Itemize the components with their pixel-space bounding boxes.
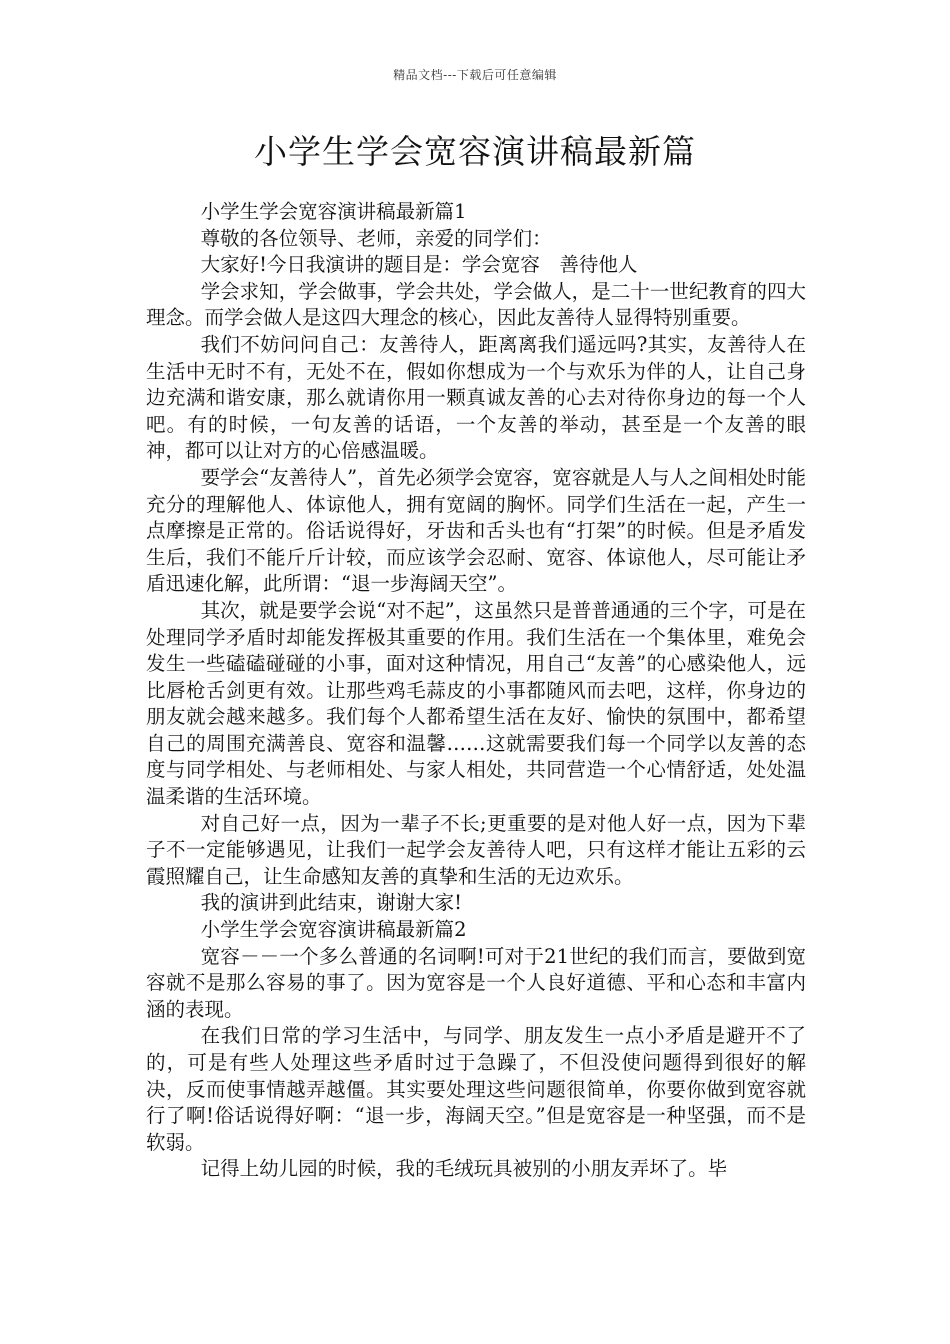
paragraph-body: 宽容－－一个多么普通的名词啊!可对于21世纪的我们而言，要做到宽容就不是那么容易的事了。因为宽容是一个人良好道德、平和心态和丰富内涵的表现。 <box>146 944 806 1021</box>
paragraph-body: 在我们日常的学习生活中，与同学、朋友发生一点小矛盾是避开不了的，可是有些人处理这些矛盾时过于急躁了，不但没使问题得到很好的解决，反而使事情越弄越僵。其实要处理这些问题很简单，你要你做到宽容就行了啊!俗话说得好啊：“退一步，海阔天空。”但是宽容是一种坚强，而不是软弱。 <box>146 1024 806 1154</box>
paragraph-body: 记得上幼儿园的时候，我的毛绒玩具被别的小朋友弄坏了。毕 <box>200 1157 728 1181</box>
paragraph-body: 要学会“友善待人”，首先必须学会宽容，宽容就是人与人之间相处时能充分的理解他人、体谅他人，拥有宽阔的胸怀。同学们生活在一起，产生一点摩擦是正常的。俗话说得好，牙齿和舌头也有“打架”的时候。但是矛盾发生后，我们不能斤斤计较，而应该学会忍耐、宽容、体谅他人，尽可能让矛盾迅速化解，此所谓：“退一步海阔天空”。 <box>146 465 806 596</box>
paragraph-salutation: 尊敬的各位领导、老师，亲爱的同学们： <box>200 226 552 250</box>
paragraph-body: 我们不妨问问自己：友善待人，距离离我们遥远吗?其实，友善待人在生活中无时不有，无处不在，假如你想成为一个与欢乐为伴的人，让自己身边充满和谐安康，那么就请你用一颗真诚友善的心去对待你身边的每一个人吧。有的时候，一句友善的话语，一个友善的举动，甚至是一个友善的眼神，都可以让对方的心倍感温暖。 <box>146 332 806 463</box>
paragraph-section-heading-2: 小学生学会宽容演讲稿最新篇2 <box>200 918 467 942</box>
document-body <box>146 199 806 1183</box>
paragraph-section-heading-1: 小学生学会宽容演讲稿最新篇1 <box>200 200 467 223</box>
paragraph-body: 学会求知，学会做事，学会共处，学会做人，是二十一世纪教育的四大理念。而学会做人是这四大理念的核心，因此友善待人显得特别重要。 <box>146 279 806 330</box>
page-header: 精品文档---下载后可任意编辑 <box>393 68 557 82</box>
paragraph-body: 其次，就是要学会说“对不起”，这虽然只是普普通通的三个字，可是在处理同学矛盾时却能发挥极其重要的作用。我们生活在一个集体里，难免会发生一些磕磕碰碰的小事，面对这种情况，用自己“友善”的心感染他人，远比唇枪舌剑更有效。让那些鸡毛蒜皮的小事都随风而去吧，这样，你身边的朋友就会越来越多。我们每个人都希望生活在友好、愉快的氛围中，都希望自己的周围充满善良、宽容和温馨……这就需要我们每一个同学以友善的态度与同学相处、与老师相处、与家人相处，共同营造一个心情舒适，处处温温柔谐的生活环境。 <box>146 598 806 809</box>
paragraph-closing: 我的演讲到此结束，谢谢大家! <box>200 891 462 915</box>
paragraph-body: 对自己好一点，因为一辈子不长;更重要的是对他人好一点，因为下辈子不一定能够遇见，让我们一起学会友善待人吧，只有这样才能让五彩的云霞照耀自己，让生命感知友善的真挚和生活的无边欢乐。 <box>146 811 806 888</box>
paragraph-greeting: 大家好!今日我演讲的题目是：学会宽容 善待他人 <box>200 253 638 277</box>
document-title: 小学生学会宽容演讲稿最新篇 <box>254 132 696 171</box>
